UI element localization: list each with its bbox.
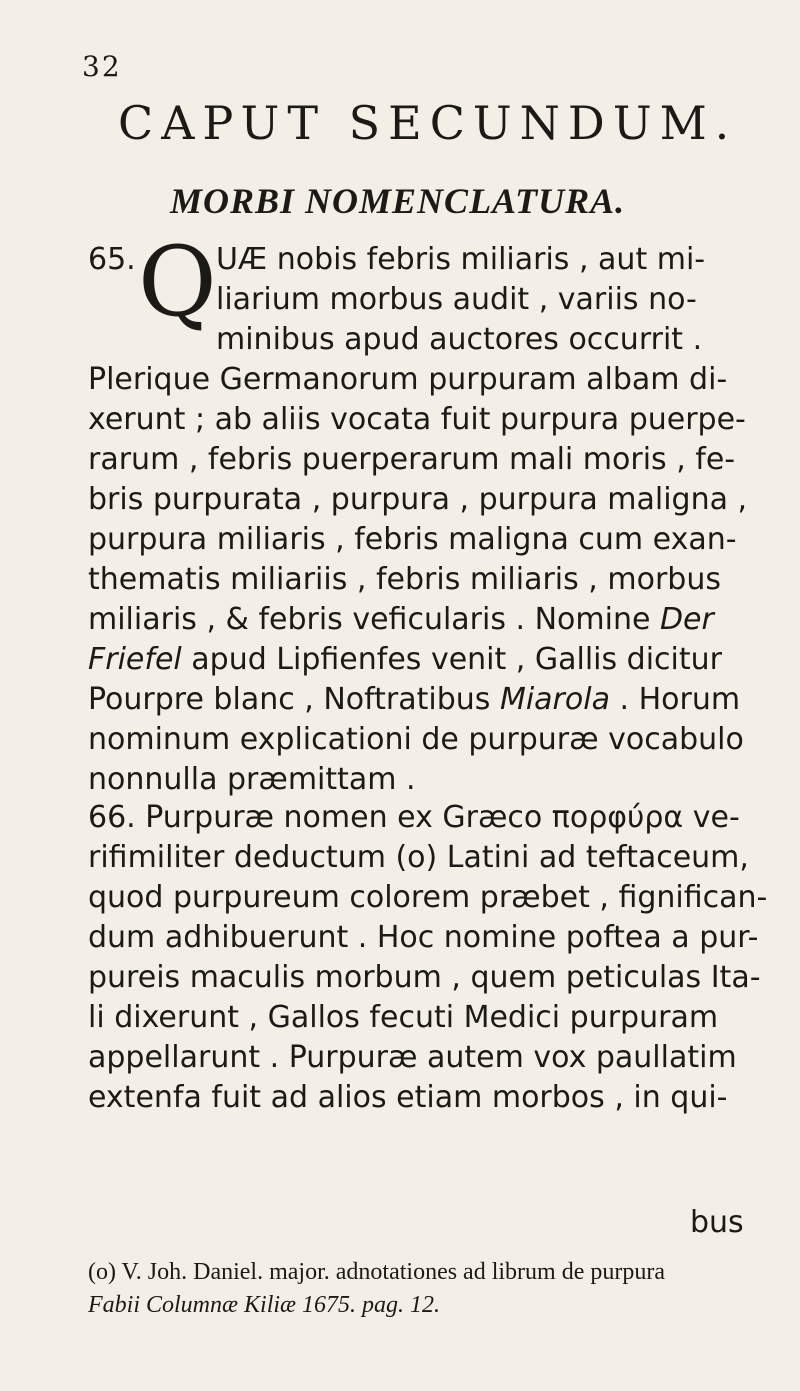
catchword: bus: [690, 1205, 744, 1240]
text-line: Friefel apud Lipfienfes venit , Gallis dicitur: [88, 642, 722, 677]
section-title: MORBI NOMENCLATURA.: [170, 181, 626, 221]
footnote: [88, 1256, 768, 1322]
text-line: appellarunt . Purpuræ autem vox paullatim: [88, 1040, 737, 1075]
text-line: rifimiliter deductum (o) Latini ad teftaceum,: [88, 840, 749, 875]
text-line: UÆ nobis febris miliaris , aut mi-: [216, 242, 706, 277]
text-line: minibus apud auctores occurrit .: [216, 322, 703, 357]
paragraph-66: [88, 798, 768, 1118]
paragraph-65-body: [88, 360, 748, 800]
page-number: 32: [82, 50, 122, 83]
text-line: Pourpre blanc , Noftratibus Miarola . Horum: [88, 682, 741, 717]
italic-term: Der: [659, 602, 714, 637]
text-line: [88, 600, 748, 640]
text-line: rarum , febris puerperarum mali moris , fe-: [88, 442, 736, 477]
text-line: xerunt ; ab aliis vocata fuit purpura puerpe-: [88, 402, 746, 437]
footnote-line: Fabii Columnæ Kiliæ 1675. pag. 12.: [88, 1292, 441, 1318]
text-line: thematis miliariis , febris miliaris , morbus: [88, 562, 721, 597]
text-line: extenfa fuit ad alios etiam morbos , in qui-: [88, 1080, 728, 1115]
text-line: Plerique Germanorum purpuram albam di-: [88, 362, 728, 397]
text-line: purpura miliaris , febris maligna cum exan-: [88, 522, 737, 557]
text-line-part: miliaris , & febris veficularis . Nomine: [88, 602, 660, 637]
text-line: 66. Purpuræ nomen ex Græco πορφύρα ve-: [88, 800, 740, 835]
paragraph-number: 65.: [88, 242, 136, 277]
text-line: nominum explicationi de purpuræ vocabulo: [88, 722, 744, 757]
footnote-line: (o) V. Joh. Daniel. major. adnotationes ad librum de purpura: [88, 1259, 665, 1285]
chapter-title: CAPUT SECUNDUM.: [118, 96, 738, 150]
text-line: quod purpureum colorem præbet , fignifican-: [88, 880, 768, 915]
text-line: pureis maculis morbum , quem peticulas Ita-: [88, 960, 761, 995]
italic-term: Friefel: [88, 642, 182, 677]
drop-cap: Q: [138, 226, 217, 338]
text-line: nonnulla præmittam .: [88, 762, 416, 797]
drop-cap-lines: [216, 240, 705, 360]
text-line: bris purpurata , purpura , purpura maligna ,: [88, 482, 748, 517]
text-line: li dixerunt , Gallos fecuti Medici purpuram: [88, 1000, 719, 1035]
italic-term: Miarola: [499, 682, 610, 717]
text-line: liarium morbus audit , variis no-: [216, 282, 697, 317]
text-line: dum adhibuerunt . Hoc nomine poftea a pur-: [88, 920, 759, 955]
